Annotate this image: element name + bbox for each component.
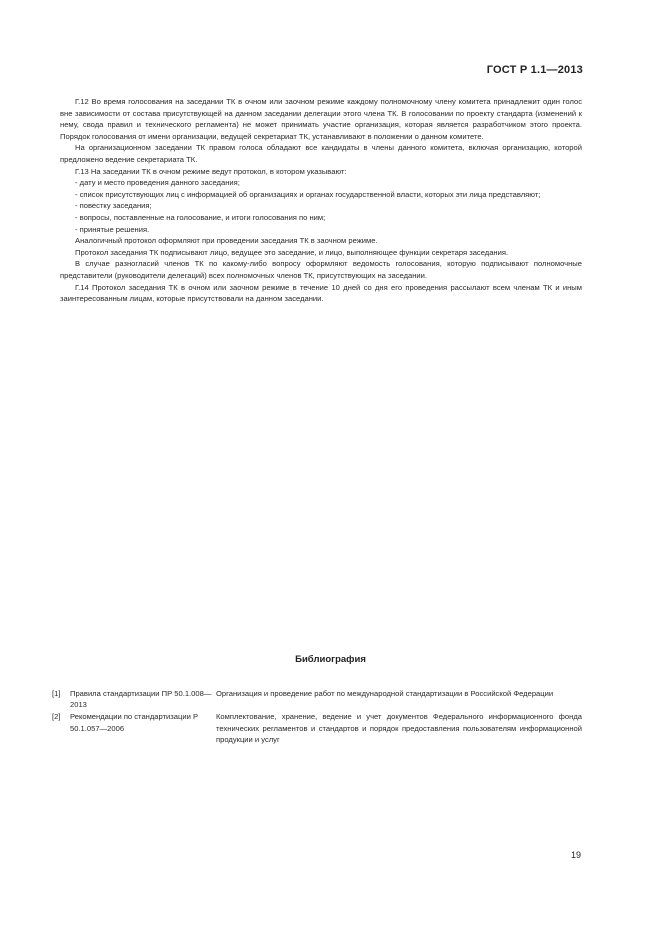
paragraph-g13: Г.13 На заседании ТК в очном режиме ведут протокол, в котором указывают:	[75, 166, 347, 176]
bibliography-document: Правила стандартизации ПР 50.1.008—2013	[70, 689, 212, 710]
bibliography-list	[52, 688, 582, 746]
page-number: 19	[570, 850, 581, 860]
paragraph-organizational-meeting: На организационном заседании ТК правом голоса обладают все кандидаты в члены данного комитета, включая организацию, которой предложено ведение секретариата ТК.	[60, 143, 582, 164]
paragraph-disagreements: В случае разногласий членов ТК по какому-либо вопросу оформляют ведомость голосования, которую подписывают полномочные представители (руководители делегаций) всех полномочных членов ТК, присутствующих на заседании.	[60, 259, 582, 280]
paragraph-absentee-protocol: Аналогичный протокол оформляют при проведении заседания ТК в заочном режиме.	[75, 236, 378, 246]
paragraph-g14: Г.14 Протокол заседания ТК в очном или заочном режиме в течение 10 дней со дня его проведения рассылают всем членам ТК и иным заинтересованным лицам, которые присутствовали на данном заседании.	[60, 282, 582, 304]
document-code: ГОСТ Р 1.1—2013	[486, 64, 583, 76]
list-item: - список присутствующих лиц с информацией об организациях и органах государственной власти, которых эти лица представляют;	[75, 189, 541, 199]
list-item: - дату и место проведения данного заседания;	[75, 178, 240, 188]
list-item: - принятые решения.	[75, 224, 150, 234]
paragraph-protocol-signing: Протокол заседания ТК подписывают лицо, ведущее это заседание, и лицо, выполняющее функции секретаря заседания.	[75, 247, 509, 257]
bibliography-document: Рекомендации по стандартизации Р 50.1.057—2006	[70, 712, 199, 733]
bibliography-entry	[52, 711, 582, 745]
bibliography-description: Комплектование, хранение, ведение и учет документов Федерального информационного фонда технических регламентов и стандартов и порядок предоставления пользователям информационной продукции и услуг	[216, 712, 582, 744]
bibliography-description: Организация и проведение работ по международной стандартизации в Российской Федерации	[216, 689, 554, 698]
bibliography-number: [2]	[52, 712, 61, 722]
bibliography-title: Библиография	[295, 654, 366, 665]
list-item: - вопросы, поставленные на голосование, и итоги голосования по ним;	[75, 212, 326, 222]
bibliography-number: [1]	[52, 689, 61, 698]
bibliography-entry	[52, 688, 582, 710]
document-body	[60, 96, 582, 305]
paragraph-g12: Г.12 Во время голосования на заседании ТК в очном или заочном режиме каждому полномочному члену комитета принадлежит один голос вне зависимости от состава присутствующей на данном заседании делегации этого члена ТК. В голосовании по проекту стандарта (изменений к нему, свода правил и технического регламента) не может принимать участие организация, которая является разработчиком этого проекта. Порядок голосования от имени организации, ведущей секретариат ТК, устанавливают в положении о данном комитете.	[60, 97, 582, 141]
list-item: - повестку заседания;	[75, 201, 152, 211]
